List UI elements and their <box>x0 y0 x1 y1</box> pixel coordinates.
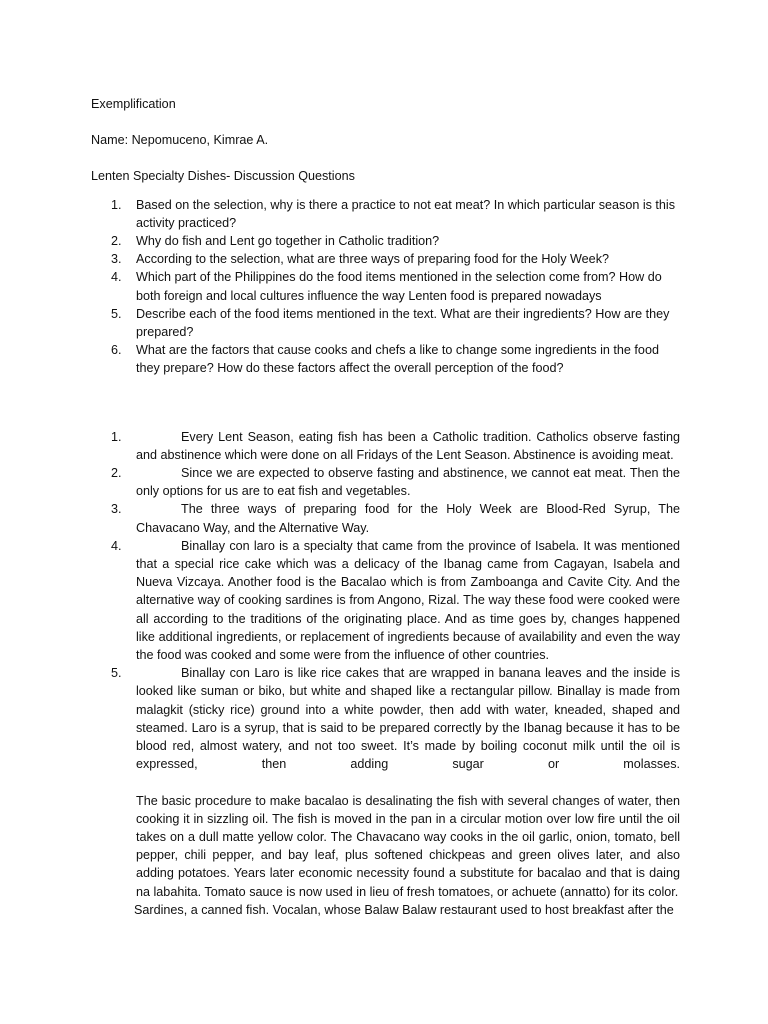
section-spacer <box>91 378 680 428</box>
paragraph-gap <box>91 774 680 792</box>
answer-item: 1. Every Lent Season, eating fish has been a Catholic tradition. Catholics observe fasting and abstinence which were done on all Fridays of the Lent Season. Abstinence is avoiding meat. <box>111 429 680 462</box>
document-type-label: Exemplification <box>91 97 176 111</box>
sardines-paragraph: Sardines, a canned fish. Vocalan, whose Balaw Balaw restaurant used to host breakfast after the <box>134 902 674 917</box>
bacalao-paragraph: The basic procedure to make bacalao is desalinating the fish with several changes of water, then cooking it in sizzling oil. The fish is moved in the pan in a circular motion over low fire until the oil takes on a dull matte yellow color. The Chavacano way cooks in the oil garlic, onion, tomato, bell pepper, chili pepper, and bay leaf, plus softened chickpeas and green olives later, and also adding potatoes. Years later economic necessity found a substitute for bacalao and that is daing na labahita. Tomato sauce is now used in lieu of fresh tomatoes, or achuete (annatto) for its color. <box>136 793 680 899</box>
question-item: 5. Describe each of the food items mentioned in the text. What are their ingredients? How are they prepared? <box>111 306 670 340</box>
question-item: 4. Which part of the Philippines do the food items mentioned in the selection come from? How do both foreign and local cultures influence the way Lenten food is prepared nowadays <box>111 270 662 303</box>
question-item: 3. According to the selection, what are three ways of preparing food for the Holy Week? <box>111 252 609 267</box>
answer-item: 2. Since we are expected to observe fasting and abstinence, we cannot eat meat. Then the only options for us are to eat fish and vegetables. <box>111 466 680 499</box>
answer-item: 5. Binallay con Laro is like rice cakes that are wrapped in banana leaves and the inside is looked like suman or biko, but white and shaped like a rectangular pillow. Binallay is made from malagkit (sticky rice) ground into a white powder, then add with water, kneaded, shaped and steamed. Laro is a syrup, that is said to be prepared correctly by the Ibanag because it has to be blood red, almost watery, and not too sweet. It’s made by boiling coconut milk until the oil is expressed, then adding sugar or molasses. <box>111 666 680 772</box>
answer-item: 4. Binallay con laro is a specialty that came from the province of Isabela. It was mentioned that a special rice cake which was a delicacy of the Ibanag came from Cagayan, Isabela and Nueva Vizcaya. Another food is the Bacalao which is from Zamboanga and Cavite City. And the alternative way of cooking sardines is from Angono, Rizal. The way these food were cooked were all according to the traditions of the originating place. And as time goes by, changes happened like additional ingredients, or replacement of ingredients because of availability and even the way the food was cooked and some were from the influence of other countries. <box>111 538 680 663</box>
question-item: 6. What are the factors that cause cooks and chefs a like to change some ingredients in the food they prepare? How do these factors affect the overall perception of the food? <box>111 343 659 376</box>
questions-list <box>91 196 680 378</box>
question-item: 1. Based on the selection, why is there a practice to not eat meat? In which particular season is this activity practiced? <box>111 197 676 230</box>
student-name: Name: Nepomuceno, Kimrae A. <box>91 133 269 148</box>
answers-list <box>91 428 680 774</box>
question-item: 2. Why do fish and Lent go together in Catholic tradition? <box>111 234 440 249</box>
answer-item: 3. The three ways of preparing food for the Holy Week are Blood-Red Syrup, The Chavacano Way, and the Alternative Way. <box>111 502 680 535</box>
topic-title: Lenten Specialty Dishes- Discussion Questions <box>91 169 355 184</box>
